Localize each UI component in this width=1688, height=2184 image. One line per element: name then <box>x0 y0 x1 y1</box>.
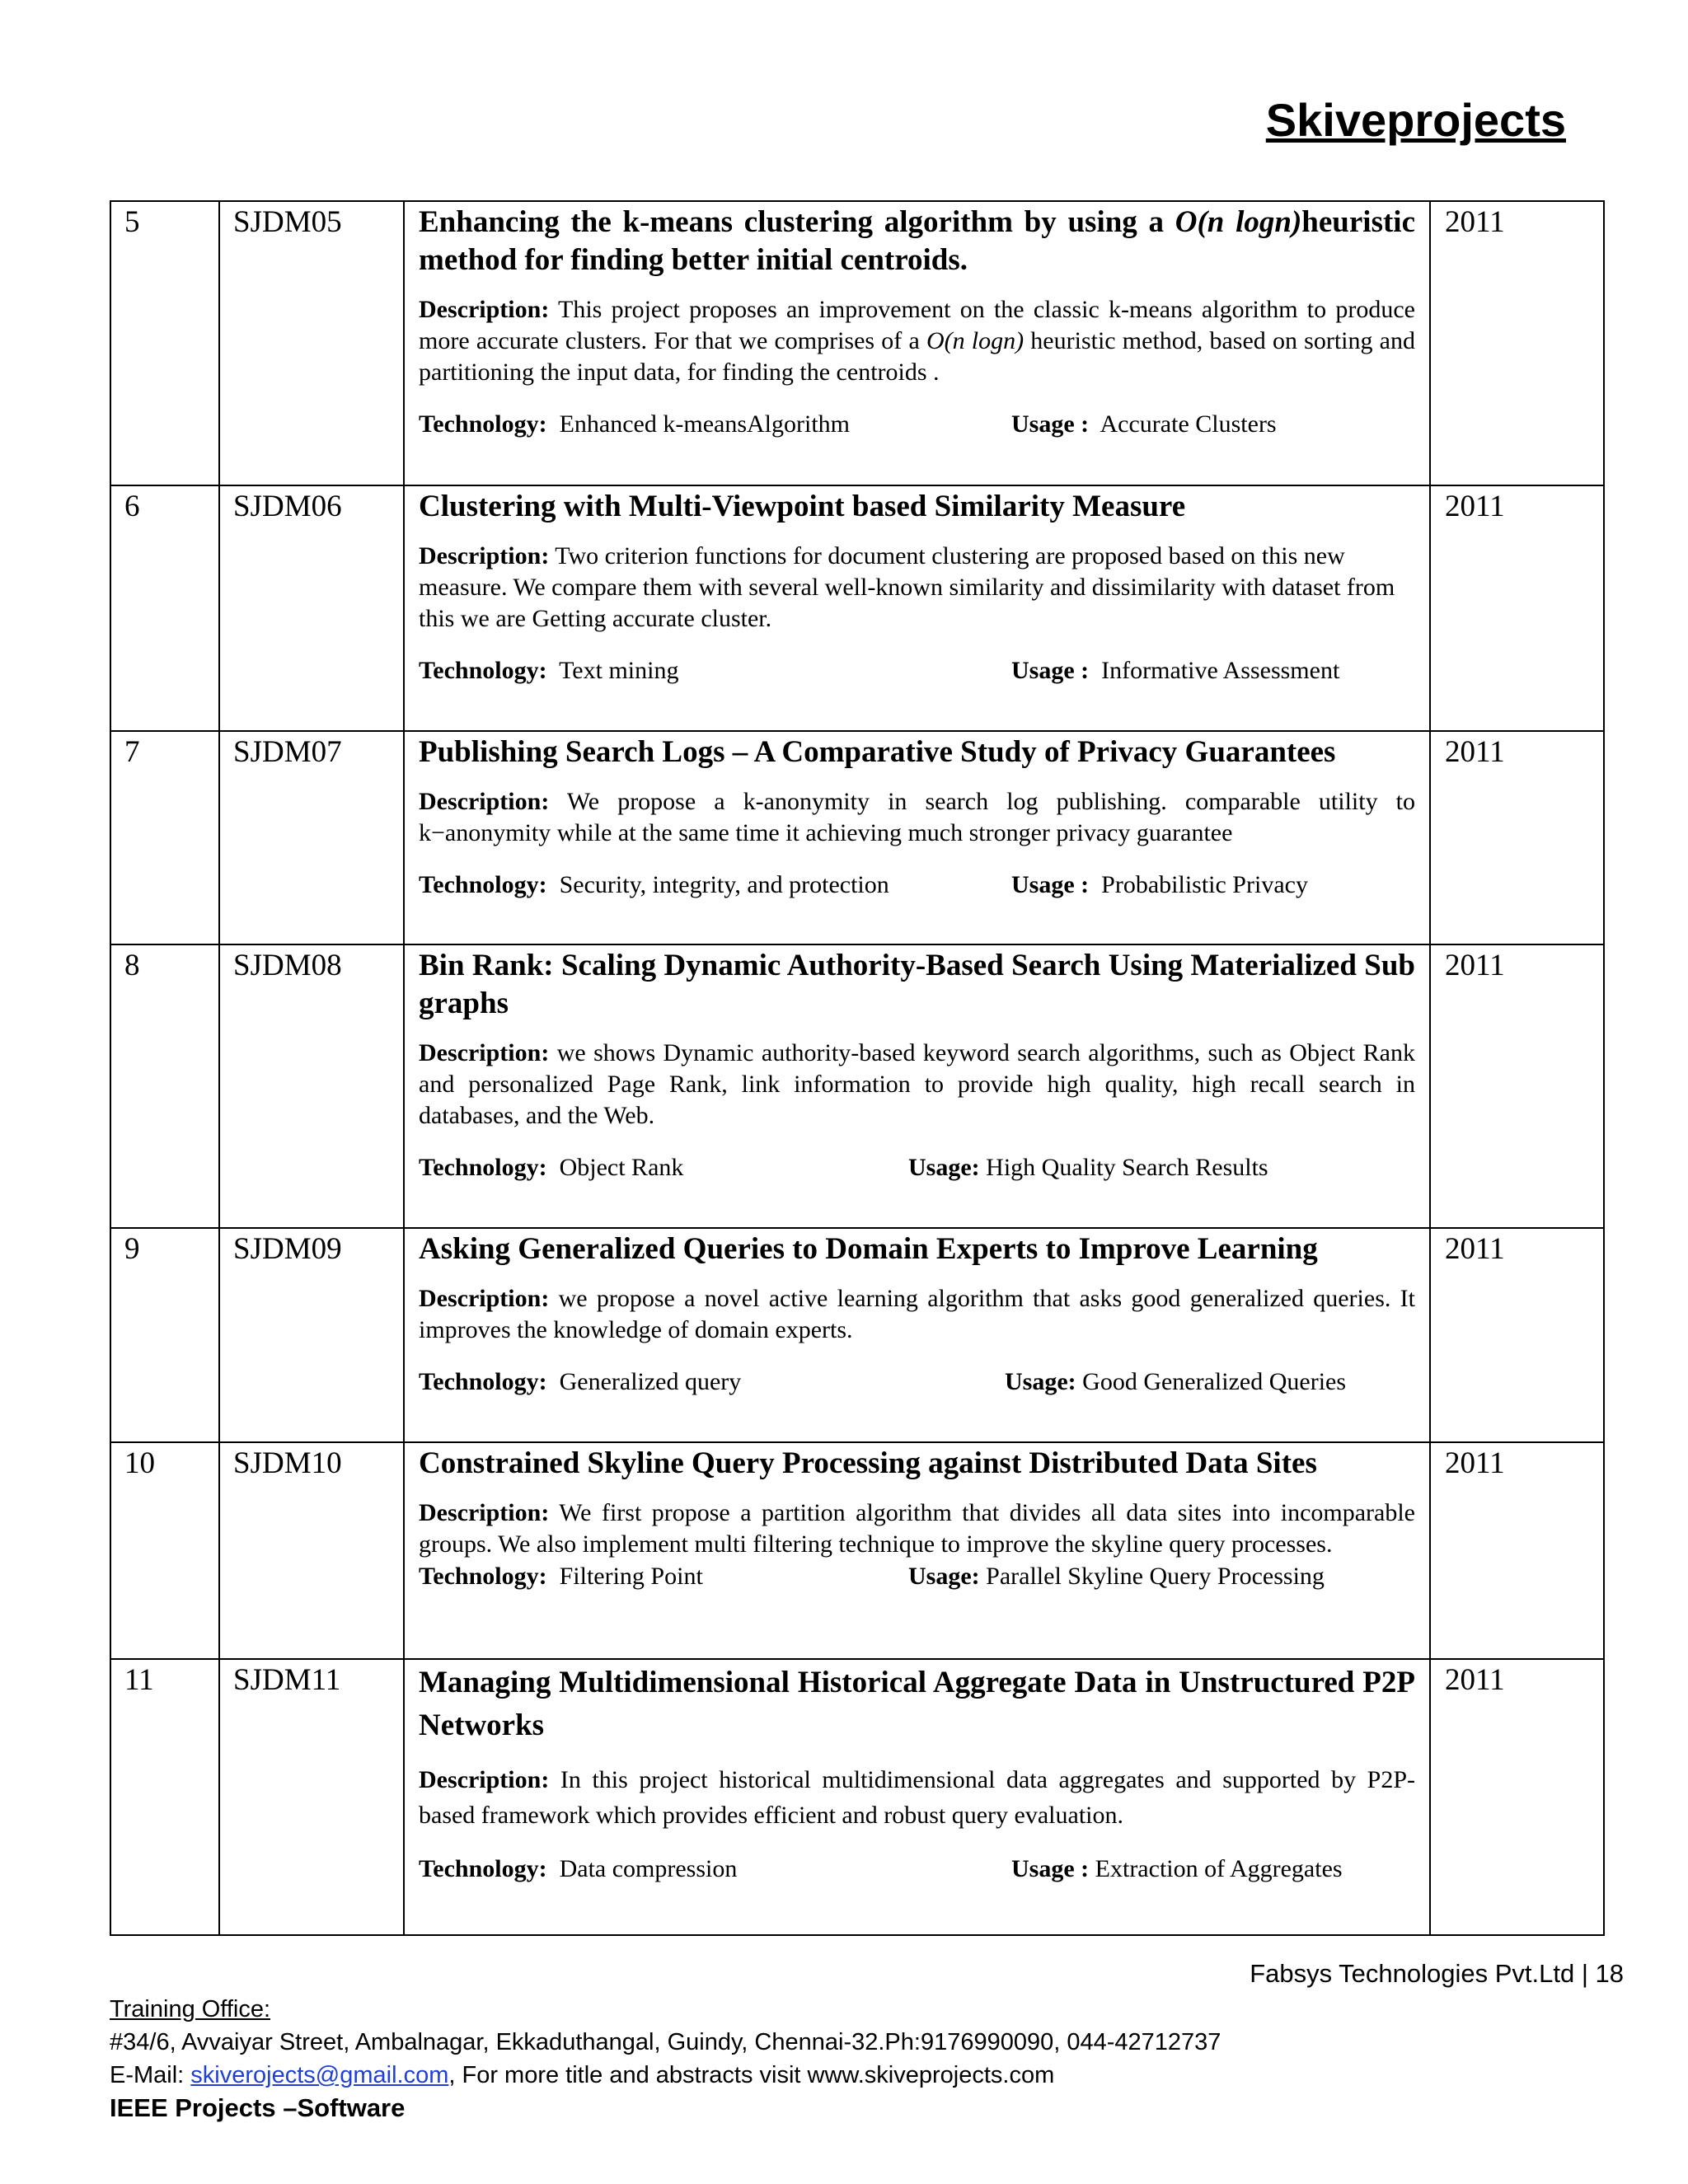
description-label: Description: <box>419 788 550 815</box>
project-meta <box>419 1560 1415 1593</box>
technology-value: Generalized query <box>559 1368 742 1395</box>
project-description: Description: This project proposes an improvement on the classic k-means algorithm to produce more accurate clusters. For that we comprises of a O(n logn) heuristic method, based on sorting and partitioning the input data, for finding the centroids . <box>419 296 1415 386</box>
usage-value: Accurate Clusters <box>1100 410 1277 438</box>
project-year: 2011 <box>1445 1663 1505 1697</box>
project-year: 2011 <box>1445 1446 1505 1480</box>
table-row <box>110 731 1604 944</box>
technology-value: Data compression <box>559 1855 738 1882</box>
project-description: Description: we propose a novel active learning algorithm that asks good generalized queries. It improves the knowledge of domain experts. <box>419 1285 1415 1343</box>
usage-value: Parallel Skyline Query Processing <box>986 1563 1325 1590</box>
project-meta <box>419 869 1415 902</box>
project-year: 2011 <box>1445 490 1505 523</box>
technology-value: Text mining <box>559 657 679 684</box>
usage-label: Usage : <box>1011 410 1090 438</box>
project-code: SJDM10 <box>233 1446 342 1480</box>
usage-value: High Quality Search Results <box>986 1154 1268 1181</box>
project-year: 2011 <box>1445 735 1505 769</box>
usage-field <box>1005 1366 1346 1399</box>
usage-label: Usage : <box>1011 657 1090 684</box>
project-meta <box>419 1853 1415 1886</box>
technology-label: Technology: <box>419 1368 547 1395</box>
description-label: Description: <box>419 296 550 323</box>
usage-field <box>1011 408 1277 441</box>
row-number-cell <box>110 731 219 944</box>
year-cell <box>1430 731 1604 944</box>
project-year: 2011 <box>1445 205 1505 239</box>
project-title: Bin Rank: Scaling Dynamic Authority-Based Search Using Materialized Sub graphs <box>419 949 1415 1020</box>
row-number: 7 <box>124 735 140 769</box>
project-title: Enhancing the k-means clustering algorithm by using a O(n logn)heuristic method for finding better initial centroids. <box>419 205 1415 277</box>
technology-label: Technology: <box>419 1855 547 1882</box>
project-year: 2011 <box>1445 1232 1505 1266</box>
project-details-cell <box>404 1659 1430 1935</box>
project-code: SJDM07 <box>233 735 342 769</box>
row-number-cell <box>110 1442 219 1659</box>
project-code-cell <box>219 485 404 731</box>
row-number: 8 <box>124 949 140 982</box>
usage-value: Good Generalized Queries <box>1082 1368 1347 1395</box>
usage-label: Usage : <box>1011 871 1090 898</box>
technology-value: Security, integrity, and protection <box>559 871 889 898</box>
project-description: Description: Two criterion functions for document clustering are proposed based on this new measure. We compare them with several well-known similarity and dissimilarity with dataset from this we are Getting accurate cluster. <box>419 542 1395 632</box>
row-number: 6 <box>124 490 140 523</box>
training-office-label: Training Office: <box>110 1996 271 2022</box>
project-code: SJDM11 <box>233 1663 341 1697</box>
office-address: #34/6, Avvaiyar Street, Ambalnagar, Ekkaduthangal, Guindy, Chennai-32.Ph:9176990090, 044-42712737 <box>110 2029 1221 2055</box>
row-number: 11 <box>124 1663 154 1697</box>
project-details-cell <box>404 201 1430 485</box>
project-meta <box>419 654 1415 687</box>
project-title: Asking Generalized Queries to Domain Experts to Improve Learning <box>419 1232 1318 1266</box>
table-row <box>110 485 1604 731</box>
project-title: Constrained Skyline Query Processing against Distributed Data Sites <box>419 1446 1317 1480</box>
project-details-cell <box>404 1228 1430 1442</box>
project-year: 2011 <box>1445 949 1505 982</box>
usage-label: Usage: <box>908 1154 980 1181</box>
project-details-cell <box>404 944 1430 1228</box>
projects-table <box>110 200 1605 1936</box>
footer-company: Fabsys Technologies Pvt.Ltd | 18 <box>1250 1959 1624 1988</box>
year-cell <box>1430 1228 1604 1442</box>
project-description: Description: We first propose a partition algorithm that divides all data sites into incomparable groups. We also implement multi filtering technique to improve the skyline query processes. <box>419 1499 1415 1558</box>
year-cell <box>1430 1659 1604 1935</box>
usage-value: Extraction of Aggregates <box>1095 1855 1343 1882</box>
project-meta <box>419 1151 1415 1184</box>
table-row <box>110 201 1604 485</box>
usage-field <box>1011 1853 1343 1886</box>
usage-label: Usage : <box>1011 1855 1090 1882</box>
usage-field <box>908 1151 1268 1184</box>
usage-value: Probabilistic Privacy <box>1101 871 1308 898</box>
row-number: 5 <box>124 205 140 239</box>
project-details-cell <box>404 485 1430 731</box>
usage-value: Informative Assessment <box>1101 657 1340 684</box>
project-details-cell <box>404 731 1430 944</box>
technology-label: Technology: <box>419 1563 547 1590</box>
row-number-cell <box>110 1659 219 1935</box>
project-description: Description: We propose a k-anonymity in search log publishing. comparable utility to k−anonymity while at the same time it achieving much stronger privacy guarantee <box>419 788 1415 846</box>
year-cell <box>1430 1442 1604 1659</box>
table-row <box>110 1228 1604 1442</box>
table-row <box>110 944 1604 1228</box>
row-number-cell <box>110 201 219 485</box>
project-description: Description: we shows Dynamic authority-based keyword search algorithms, such as Object Rank and personalized Page Rank, link information to provide high quality, high recall search in databases, and the Web. <box>419 1039 1415 1129</box>
row-number: 9 <box>124 1232 140 1266</box>
project-details-cell <box>404 1442 1430 1659</box>
description-label: Description: <box>419 1499 550 1526</box>
project-title: Clustering with Multi-Viewpoint based Similarity Measure <box>419 490 1186 523</box>
project-code-cell <box>219 1442 404 1659</box>
technology-label: Technology: <box>419 1154 547 1181</box>
project-code-cell <box>219 1659 404 1935</box>
complexity-notation: O(n logn) <box>1175 205 1302 239</box>
year-cell <box>1430 944 1604 1228</box>
email-link[interactable]: skiverojects@gmail.com <box>190 2062 449 2088</box>
year-cell <box>1430 485 1604 731</box>
contact-line: E-Mail: skiverojects@gmail.com, For more title and abstracts visit www.skiveprojects.com <box>110 2062 1055 2088</box>
technology-value: Filtering Point <box>559 1563 703 1590</box>
description-label: Description: <box>419 1285 550 1312</box>
project-code-cell <box>219 731 404 944</box>
project-code-cell <box>219 1228 404 1442</box>
project-description: Description: In this project historical multidimensional data aggregates and supported by P2P-based framework which provides efficient and robust query evaluation. <box>419 1766 1416 1829</box>
project-meta <box>419 1366 1415 1399</box>
project-title: Publishing Search Logs – A Comparative Study of Privacy Guarantees <box>419 735 1336 769</box>
technology-label: Technology: <box>419 410 547 438</box>
technology-label: Technology: <box>419 871 547 898</box>
usage-label: Usage: <box>1005 1368 1076 1395</box>
description-label: Description: <box>419 542 550 569</box>
technology-value: Object Rank <box>559 1154 684 1181</box>
project-code: SJDM06 <box>233 490 342 523</box>
project-meta <box>419 408 1415 441</box>
project-code: SJDM05 <box>233 205 342 239</box>
project-title: Managing Multidimensional Historical Aggregate Data in Unstructured P2P Networks <box>419 1666 1415 1742</box>
description-label: Description: <box>419 1766 550 1793</box>
usage-label: Usage: <box>908 1563 980 1590</box>
usage-field <box>1011 869 1308 902</box>
project-code-cell <box>219 944 404 1228</box>
row-number-cell <box>110 944 219 1228</box>
footer-tagline: IEEE Projects –Software <box>110 2093 406 2122</box>
brand-title: Skiveprojects <box>1265 94 1566 146</box>
technology-value: Enhanced k-meansAlgorithm <box>559 410 850 438</box>
project-code-cell <box>219 201 404 485</box>
row-number-cell <box>110 1228 219 1442</box>
footer <box>110 1993 1221 2125</box>
row-number-cell <box>110 485 219 731</box>
year-cell <box>1430 201 1604 485</box>
project-code: SJDM08 <box>233 949 342 982</box>
table-row <box>110 1442 1604 1659</box>
usage-field <box>908 1560 1325 1593</box>
table-row <box>110 1659 1604 1935</box>
project-code: SJDM09 <box>233 1232 342 1266</box>
row-number: 10 <box>124 1446 155 1480</box>
description-label: Description: <box>419 1039 550 1066</box>
usage-field <box>1011 654 1339 687</box>
technology-label: Technology: <box>419 657 547 684</box>
